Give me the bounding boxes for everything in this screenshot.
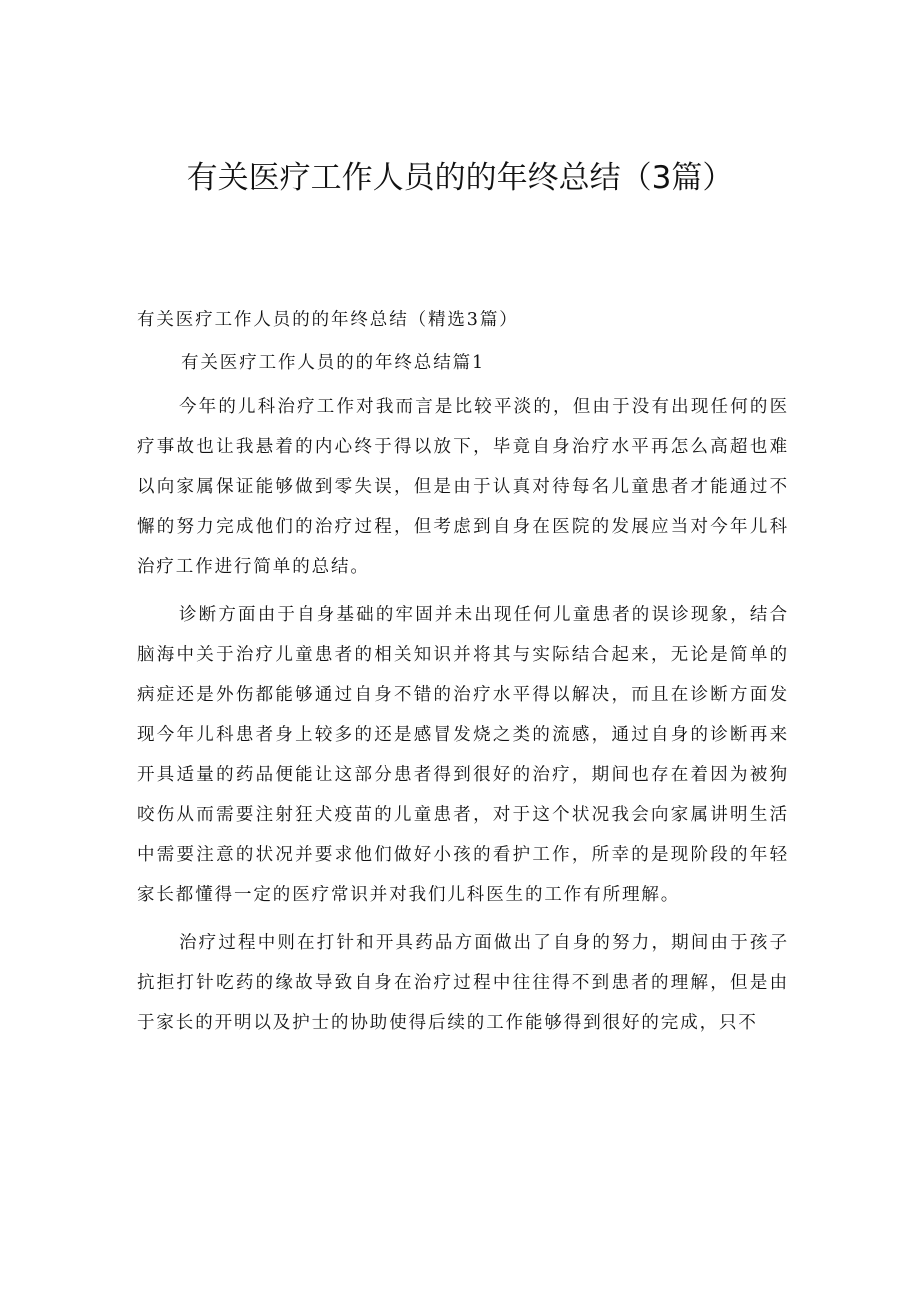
document-body — [137, 300, 789, 1043]
paragraph: 今年的儿科治疗工作对我而言是比较平淡的，但由于没有出现任何的医疗事故也让我悬着的内心终于得以放下，毕竟自身治疗水平再怎么高超也难以向家属保证能够做到零失误，但是由于认真对待每名儿童患者才能通过不懈的努力完成他们的治疗过程，但考虑到自身在医院的发展应当对今年儿科治疗工作进行简单的总结。 — [137, 397, 789, 577]
section-heading: 有关医疗工作人员的的年终总结篇1 — [181, 353, 486, 373]
paragraph: 诊断方面由于自身基础的牢固并未出现任何儿童患者的误诊现象，结合脑海中关于治疗儿童患者的相关知识并将其与实际结合起来，无论是简单的病症还是外伤都能够通过自身不错的治疗水平得以解决，而且在诊断方面发现今年儿科患者身上较多的还是感冒发烧之类的流感，通过自身的诊断再来开具适量的药品便能让这部分患者得到很好的治疗，期间也存在着因为被狗咬伤从而需要注射狂犬疫苗的儿童患者，对于这个状况我会向家属讲明生活中需要注意的状况并要求他们做好小孩的看护工作，所幸的是现阶段的年轻家长都懂得一定的医疗常识并对我们儿科医生的工作有所理解。 — [137, 605, 789, 905]
paragraph: 治疗过程中则在打针和开具药品方面做出了自身的努力，期间由于孩子抗拒打针吃药的缘故导致自身在治疗过程中往往得不到患者的理解，但是由于家长的开明以及护士的协助使得后续的工作能够得到很好的完成，只不 — [137, 933, 789, 1033]
document-subtitle: 有关医疗工作人员的的年终总结（精选3篇） — [137, 310, 519, 330]
document-title: 有关医疗工作人员的的年终总结（3篇） — [186, 160, 734, 196]
